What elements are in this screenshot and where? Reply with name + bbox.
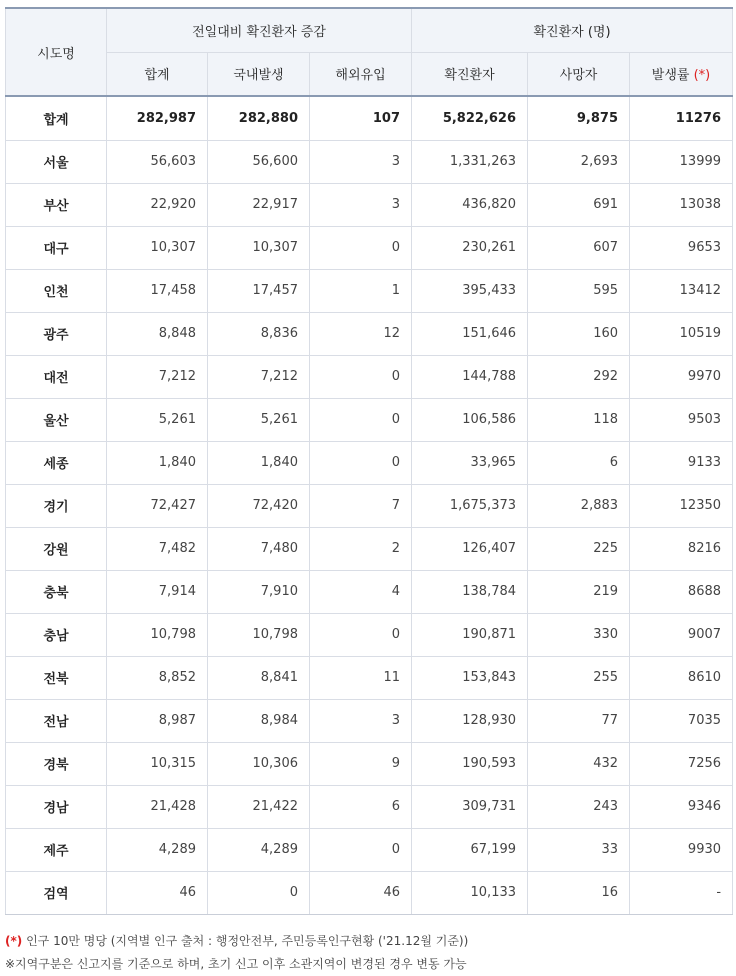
cell-domestic: 7,480 xyxy=(208,527,310,570)
cell-domestic: 72,420 xyxy=(208,484,310,527)
header-row-top xyxy=(6,8,733,52)
cell-region: 합계 xyxy=(6,96,107,140)
cell-overseas: 11 xyxy=(310,656,412,699)
cell-rate: 7035 xyxy=(630,699,733,742)
cell-region: 강원 xyxy=(6,527,107,570)
cell-deaths: 2,883 xyxy=(528,484,630,527)
cell-region: 충남 xyxy=(6,613,107,656)
cell-confirmed: 190,871 xyxy=(412,613,528,656)
cell-domestic: 56,600 xyxy=(208,140,310,183)
cell-rate: 10519 xyxy=(630,312,733,355)
cell-region: 서울 xyxy=(6,140,107,183)
cell-deaths: 243 xyxy=(528,785,630,828)
cell-confirmed: 153,843 xyxy=(412,656,528,699)
cell-deaths: 691 xyxy=(528,183,630,226)
cell-region: 울산 xyxy=(6,398,107,441)
cell-overseas: 7 xyxy=(310,484,412,527)
cell-sum: 10,798 xyxy=(107,613,208,656)
cell-rate: 9007 xyxy=(630,613,733,656)
table-row xyxy=(6,226,733,269)
cell-domestic: 7,212 xyxy=(208,355,310,398)
cell-domestic: 8,841 xyxy=(208,656,310,699)
cell-sum: 7,914 xyxy=(107,570,208,613)
cell-overseas: 12 xyxy=(310,312,412,355)
overseas-header: 해외유입 xyxy=(310,52,412,96)
cell-deaths: 160 xyxy=(528,312,630,355)
table-row xyxy=(6,828,733,871)
cell-rate: 9930 xyxy=(630,828,733,871)
table-row xyxy=(6,699,733,742)
table-header xyxy=(6,8,733,96)
cell-sum: 21,428 xyxy=(107,785,208,828)
cell-sum: 282,987 xyxy=(107,96,208,140)
cell-region: 대구 xyxy=(6,226,107,269)
cell-sum: 8,987 xyxy=(107,699,208,742)
cell-rate: 12350 xyxy=(630,484,733,527)
cell-domestic: 4,289 xyxy=(208,828,310,871)
region-header: 시도명 xyxy=(6,8,107,96)
cell-sum: 56,603 xyxy=(107,140,208,183)
table-row xyxy=(6,785,733,828)
cell-overseas: 9 xyxy=(310,742,412,785)
table-row xyxy=(6,527,733,570)
cell-overseas: 3 xyxy=(310,140,412,183)
cell-region: 인천 xyxy=(6,269,107,312)
table-row-total xyxy=(6,96,733,140)
cell-rate: 9503 xyxy=(630,398,733,441)
cell-rate: 9970 xyxy=(630,355,733,398)
cell-rate: 8216 xyxy=(630,527,733,570)
cell-rate: 8688 xyxy=(630,570,733,613)
cell-deaths: 432 xyxy=(528,742,630,785)
cell-domestic: 17,457 xyxy=(208,269,310,312)
cell-sum: 5,261 xyxy=(107,398,208,441)
domestic-header: 국내발생 xyxy=(208,52,310,96)
cell-domestic: 22,917 xyxy=(208,183,310,226)
rate-header xyxy=(630,52,733,96)
cell-domestic: 10,307 xyxy=(208,226,310,269)
table-row xyxy=(6,140,733,183)
table-row xyxy=(6,613,733,656)
cell-confirmed: 10,133 xyxy=(412,871,528,914)
cell-overseas: 0 xyxy=(310,398,412,441)
covid-status-table xyxy=(5,7,733,915)
table-row xyxy=(6,570,733,613)
cell-overseas: 1 xyxy=(310,269,412,312)
cell-overseas: 107 xyxy=(310,96,412,140)
cell-sum: 7,212 xyxy=(107,355,208,398)
cell-rate: 13999 xyxy=(630,140,733,183)
cell-region: 경북 xyxy=(6,742,107,785)
cell-rate: 13412 xyxy=(630,269,733,312)
cell-confirmed: 1,675,373 xyxy=(412,484,528,527)
footnote-2: ※지역구분은 신고지를 기준으로 하며, 초기 신고 이후 소관지역이 변경된 경우 변동 가능 xyxy=(5,957,467,971)
cell-deaths: 33 xyxy=(528,828,630,871)
confirmed-group-header: 확진환자 (명) xyxy=(412,8,733,52)
cell-domestic: 7,910 xyxy=(208,570,310,613)
table-row xyxy=(6,355,733,398)
cell-deaths: 292 xyxy=(528,355,630,398)
cell-confirmed: 67,199 xyxy=(412,828,528,871)
cell-deaths: 6 xyxy=(528,441,630,484)
sum-header: 합계 xyxy=(107,52,208,96)
cell-deaths: 595 xyxy=(528,269,630,312)
cell-deaths: 9,875 xyxy=(528,96,630,140)
cell-deaths: 225 xyxy=(528,527,630,570)
table-row xyxy=(6,312,733,355)
cell-confirmed: 436,820 xyxy=(412,183,528,226)
daily-change-group-header: 전일대비 확진환자 증감 xyxy=(107,8,412,52)
table-row xyxy=(6,871,733,914)
cell-sum: 10,307 xyxy=(107,226,208,269)
cell-confirmed: 5,822,626 xyxy=(412,96,528,140)
cell-domestic: 10,798 xyxy=(208,613,310,656)
cell-overseas: 0 xyxy=(310,355,412,398)
footnote-1 xyxy=(5,930,468,953)
cell-region: 광주 xyxy=(6,312,107,355)
cell-sum: 17,458 xyxy=(107,269,208,312)
cell-deaths: 607 xyxy=(528,226,630,269)
cell-region: 부산 xyxy=(6,183,107,226)
cell-domestic: 282,880 xyxy=(208,96,310,140)
cell-rate: 13038 xyxy=(630,183,733,226)
cell-deaths: 118 xyxy=(528,398,630,441)
footnotes xyxy=(5,930,468,976)
cell-deaths: 255 xyxy=(528,656,630,699)
footnote-1-text: 인구 10만 명당 (지역별 인구 출처 : 행정안전부, 주민등록인구현황 ('21.12월 기준)) xyxy=(22,934,469,948)
cell-sum: 7,482 xyxy=(107,527,208,570)
cell-region: 대전 xyxy=(6,355,107,398)
cell-domestic: 0 xyxy=(208,871,310,914)
table-row xyxy=(6,742,733,785)
cell-confirmed: 126,407 xyxy=(412,527,528,570)
cell-deaths: 77 xyxy=(528,699,630,742)
cell-confirmed: 138,784 xyxy=(412,570,528,613)
header-row-sub xyxy=(6,52,733,96)
cell-confirmed: 395,433 xyxy=(412,269,528,312)
deaths-header: 사망자 xyxy=(528,52,630,96)
cell-rate: - xyxy=(630,871,733,914)
cell-overseas: 2 xyxy=(310,527,412,570)
table-row xyxy=(6,183,733,226)
cell-confirmed: 144,788 xyxy=(412,355,528,398)
cell-rate: 9653 xyxy=(630,226,733,269)
cell-sum: 10,315 xyxy=(107,742,208,785)
cell-domestic: 1,840 xyxy=(208,441,310,484)
rate-header-label: 발생률 xyxy=(651,68,690,84)
table-row xyxy=(6,398,733,441)
cell-overseas: 0 xyxy=(310,613,412,656)
cell-region: 경남 xyxy=(6,785,107,828)
cell-domestic: 8,836 xyxy=(208,312,310,355)
cell-domestic: 5,261 xyxy=(208,398,310,441)
cell-rate: 11276 xyxy=(630,96,733,140)
cell-sum: 8,848 xyxy=(107,312,208,355)
cell-confirmed: 309,731 xyxy=(412,785,528,828)
cell-region: 제주 xyxy=(6,828,107,871)
cell-sum: 22,920 xyxy=(107,183,208,226)
cell-domestic: 8,984 xyxy=(208,699,310,742)
cell-domestic: 10,306 xyxy=(208,742,310,785)
cell-region: 경기 xyxy=(6,484,107,527)
cell-confirmed: 230,261 xyxy=(412,226,528,269)
cell-overseas: 4 xyxy=(310,570,412,613)
cell-region: 전북 xyxy=(6,656,107,699)
table-row xyxy=(6,656,733,699)
confirmed-header: 확진환자 xyxy=(412,52,528,96)
cell-rate: 7256 xyxy=(630,742,733,785)
cell-region: 검역 xyxy=(6,871,107,914)
cell-region: 세종 xyxy=(6,441,107,484)
cell-confirmed: 190,593 xyxy=(412,742,528,785)
cell-deaths: 330 xyxy=(528,613,630,656)
cell-region: 전남 xyxy=(6,699,107,742)
rate-asterisk-mark: (*) xyxy=(693,68,711,84)
cell-confirmed: 33,965 xyxy=(412,441,528,484)
cell-sum: 72,427 xyxy=(107,484,208,527)
table-row xyxy=(6,441,733,484)
cell-confirmed: 128,930 xyxy=(412,699,528,742)
table-body xyxy=(6,96,733,914)
cell-overseas: 6 xyxy=(310,785,412,828)
cell-deaths: 2,693 xyxy=(528,140,630,183)
cell-overseas: 0 xyxy=(310,226,412,269)
cell-overseas: 3 xyxy=(310,183,412,226)
cell-overseas: 0 xyxy=(310,441,412,484)
table-row xyxy=(6,484,733,527)
cell-overseas: 46 xyxy=(310,871,412,914)
cell-overseas: 3 xyxy=(310,699,412,742)
cell-confirmed: 151,646 xyxy=(412,312,528,355)
cell-sum: 4,289 xyxy=(107,828,208,871)
footnote-1-mark: (*) xyxy=(5,934,23,948)
cell-confirmed: 1,331,263 xyxy=(412,140,528,183)
cell-region: 충북 xyxy=(6,570,107,613)
cell-confirmed: 106,586 xyxy=(412,398,528,441)
cell-sum: 8,852 xyxy=(107,656,208,699)
cell-domestic: 21,422 xyxy=(208,785,310,828)
cell-overseas: 0 xyxy=(310,828,412,871)
cell-sum: 46 xyxy=(107,871,208,914)
cell-deaths: 16 xyxy=(528,871,630,914)
cell-sum: 1,840 xyxy=(107,441,208,484)
cell-rate: 9133 xyxy=(630,441,733,484)
table-row xyxy=(6,269,733,312)
cell-deaths: 219 xyxy=(528,570,630,613)
cell-rate: 9346 xyxy=(630,785,733,828)
cell-rate: 8610 xyxy=(630,656,733,699)
